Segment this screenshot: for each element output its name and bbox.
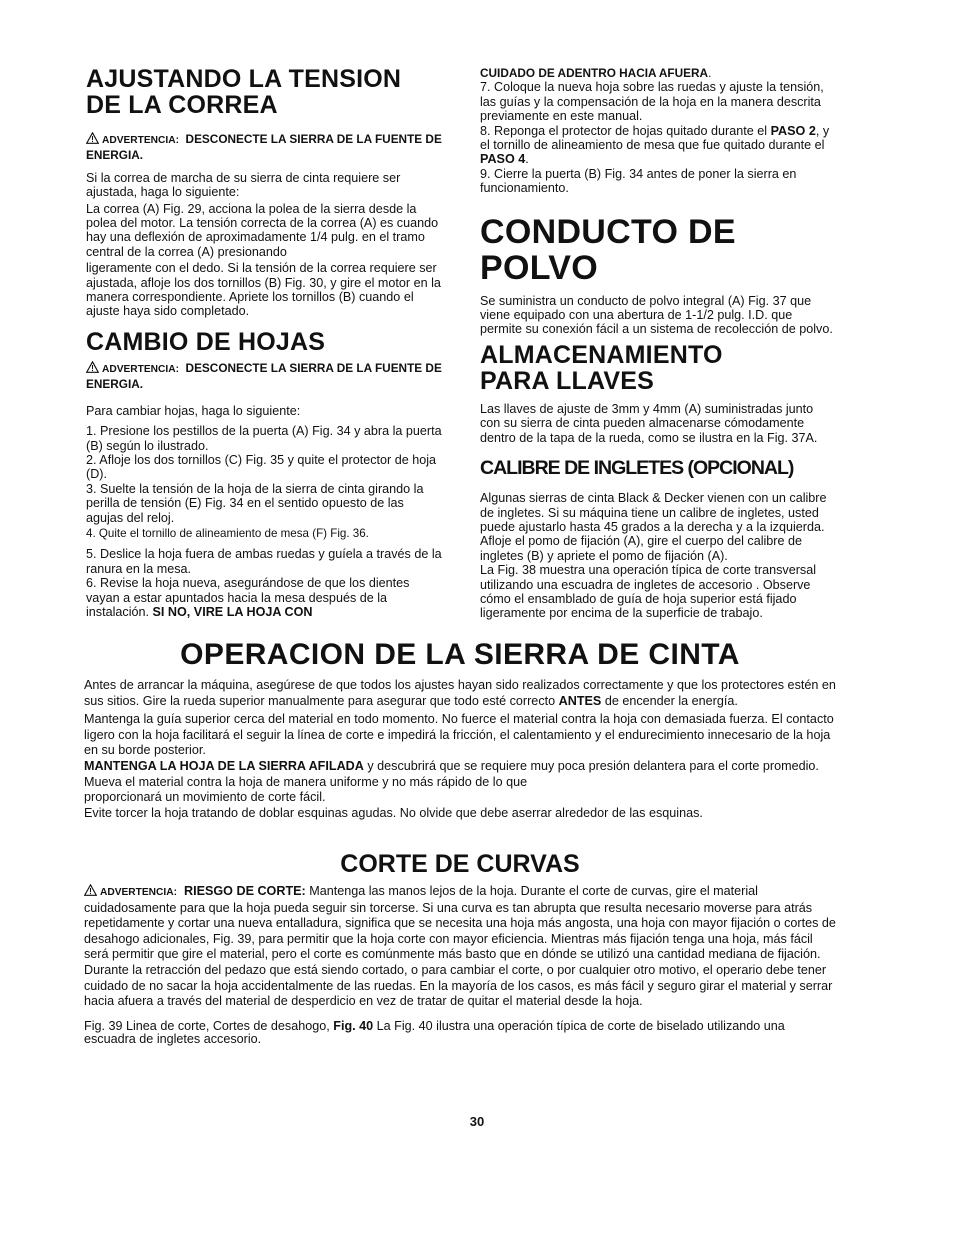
operation-paragraph-1: [84, 678, 838, 709]
tension-paragraph-3: ligeramente con el dedo. Si la tensión de la correa requiere ser ajustada, afloje los dos tornillos (B) Fig. 30, y gire el motor en la manera correspondiente. Apriete los tornillos (B) cuando el ajuste haya sido completado.: [86, 261, 441, 319]
curves-title: CORTE DE CURVAS: [340, 850, 580, 878]
page-number: 30: [469, 1114, 485, 1129]
left-column: [86, 66, 442, 619]
right-column: [480, 66, 836, 621]
operation-paragraph-3: [84, 759, 838, 806]
warning-tag: ADVERTENCIA:: [102, 135, 179, 146]
step-6-text: 6. Revise la hoja nueva, asegurándose de que los dientes vayan a estar apuntados hacia la mesa después de la instalación.: [86, 576, 410, 619]
step-8: 8. Reponga el protector de hojas quitado durante el PASO 2, y el tornillo de alineamiento de mesa que fue quitado durante el PASO 4.: [480, 123, 830, 167]
blades-warning: ADVERTENCIA: DESCONECTE LA SIERRA DE LA FUENTE DE ENERGIA.: [86, 360, 442, 392]
blades-title: CAMBIO DE HOJAS: [86, 327, 326, 356]
curves-paragraph: [84, 884, 838, 1010]
step-5: 5. Deslice la hoja fuera de ambas ruedas y guíela a través de la ranura en la mesa.: [86, 547, 442, 576]
miter-paragraph-2: La Fig. 38 muestra una operación típica de corte transversal utilizando una escuadra de ingletes de accesorio . Observe cómo el ensamblado de guía de hoja superior está fijado ligeramente por encima de la superficie de trabajo.: [480, 563, 817, 621]
miter-title: CALIBRE DE INGLETES (OPCIONAL): [480, 457, 794, 480]
tension-title: AJUSTANDO LA TENSION DE LA CORREA: [86, 65, 402, 119]
tension-warning: ADVERTENCIA: DESCONECTE LA SIERRA DE LA FUENTE DE ENERGIA.: [86, 132, 442, 163]
operation-p1-text: Antes de arrancar la máquina, asegúrese de que todos los ajustes hayan sido realizados correctamente y que los protectores estén en sus sitios. Gire la rueda superior manualmente para asegurar que todo esté correcto: [84, 678, 836, 708]
warning-text: DESCONECTE LA SIERRA DE LA FUENTE DE ENERGIA: [86, 360, 442, 392]
operation-body: [84, 678, 838, 821]
step-8-text-c: , y el tornillo de alineamiento de mesa que fue quitado durante el: [480, 123, 830, 153]
curves-fig-text: Fig. 39 Linea de corte, Cortes de desahogo,: [84, 1018, 330, 1033]
tension-paragraph-2: La correa (A) Fig. 29, acciona la polea de la sierra desde la polea del motor. La tensión correcta de la correa (A) es cuando hay una deflexión de aproximadamente 1/4 pulg. en el tramo central de la correa (A) presionando: [86, 201, 439, 259]
dust-title: CONDUCTO DE POLVO: [480, 212, 736, 287]
step-8-text-a: 8. Reponga el protector de hojas quitado durante el: [480, 123, 768, 138]
operation-paragraph-4: Evite torcer la hoja tratando de doblar esquinas agudas. No olvide que debe aserrar alrededor de las esquinas.: [84, 805, 703, 820]
careful-line: CUIDADO DE ADENTRO HACIA AFUERA.: [480, 66, 712, 80]
curves-warning-bold: RIESGO DE CORTE:: [183, 884, 306, 898]
step-8-paso-4: PASO 4: [480, 152, 526, 167]
storage-paragraph: Las llaves de ajuste de 3mm y 4mm (A) suministradas junto con su sierra de cinta pueden almacenarse cómodamente dentro de la tapa de la rueda, como se ilustra en la Fig. 37A.: [480, 401, 818, 445]
step-9: 9. Cierre la puerta (B) Fig. 34 antes de poner la sierra en funcionamiento.: [480, 166, 797, 196]
operation-title: OPERACION DE LA SIERRA DE CINTA: [180, 638, 740, 671]
operation-p3-end: proporcionará un movimiento de corte fácil.: [84, 790, 326, 805]
warning-text: DESCONECTE LA SIERRA DE LA FUENTE DE ENERGIA: [86, 132, 442, 163]
step-6-bold: SI NO, VIRE LA HOJA CON: [152, 604, 313, 619]
curves-fig-line: [84, 1020, 838, 1047]
miter-paragraph-1: Algunas sierras de cinta Black & Decker vienen con un calibre de ingletes. Si su máquina tiene un calibre de ingletes, usted puede ajustarlo hasta 45 grados a la derecha y a la izquierda. Afloje el pomo de fijación (A), gire el cuerpo del calibre de ingletes (B) y apriete el pomo de fijación (A).: [480, 491, 827, 563]
step-8-paso-2: PASO 2: [770, 123, 816, 138]
storage-title: ALMACENAMIENTO PARA LLAVES: [480, 340, 723, 395]
operation-p1-bold: ANTES: [558, 693, 602, 708]
operation-p3-bold: MANTENGA LA HOJA DE LA SIERRA AFILADA: [84, 758, 364, 773]
step-6: [86, 576, 442, 619]
tension-paragraph-1: Si la correa de marcha de su sierra de cinta requiere ser ajustada, haga lo siguiente:: [86, 170, 401, 200]
operation-p1-end: de encender la energía.: [604, 693, 738, 708]
blades-intro: Para cambiar hojas, haga lo siguiente:: [86, 403, 301, 418]
careful-bold: CUIDADO DE ADENTRO HACIA AFUERA: [480, 66, 709, 80]
curves-warning-tag: ADVERTENCIA:: [100, 887, 177, 898]
warning-tag: ADVERTENCIA:: [102, 363, 179, 375]
curves-body: [84, 884, 838, 1047]
warning-icon: [86, 132, 99, 144]
curves-text: Mantenga las manos lejos de la hoja. Durante el corte de curvas, gire el material cuidadosamente para que la hoja pueda seguir sin torcerse. Si una curva es tan abrupta que resulta necesario moverse para atrás repetidamente y cortar una nueva entalladura, significa que se necesita una hoja más angosta, una hoja con mayor fijación o cortes de desahogo adicionales, Fig. 39, para permitir que la hoja corte con mayor eficiencia. Mientras más fijación tenga una hoja, más fácil será permitir que gire el material, pero el corte es comúnmente más basto que en dónde se utilizó una cantidad mediana de fijación. Durante la retracción del pedazo que está siendo cortado, o para cambiar el corte, o por cualquier otro motivo, el operario debe tener cuidado de no sacar la hoja accidentalmente de las ruedas. En la mayoría de los casos, es más fácil y seguro girar el material y serrar hacia afuera a través del material de desperdicio en vez de tratar de quitar el material desde la hoja.: [84, 884, 836, 1009]
warning-icon: [84, 884, 97, 896]
step-2: 2. Afloje los dos tornillos (C) Fig. 35 y quite el protector de hoja (D).: [86, 452, 437, 482]
operation-p3-text: y descubrirá que se requiere muy poca presión delantera para el corte promedio. Mueva el material contra la hoja de manera uniforme y no más rápido de lo que: [84, 758, 819, 789]
dust-paragraph: Se suministra un conducto de polvo integral (A) Fig. 37 que viene equipado con una abertura de 1-1/2 pulg. I.D. que permite su conexión fácil a un sistema de recolección de polvo.: [480, 293, 833, 337]
step-1: 1. Presione los pestillos de la puerta (A) Fig. 34 y abra la puerta (B) según lo ilustrado.: [86, 424, 442, 453]
operation-paragraph-2: Mantenga la guía superior cerca del material en todo momento. No fuerce el material contra la hoja con demasiada fuerza. El contacto ligero con la hoja facilitará el seguir la línea de corte e impedirá la fricción, el calentamiento y el endurecimiento innecesario de la hoja en su borde posterior.: [84, 712, 834, 758]
step-4: 4. Quite el tornillo de alineamiento de mesa (F) Fig. 36.: [86, 526, 369, 540]
step-7: 7. Coloque la nueva hoja sobre las ruedas y ajuste la tensión, las guías y la compensación de la hoja en la manera descrita previamente en este manual.: [480, 80, 824, 124]
warning-icon: [86, 361, 99, 373]
step-3: 3. Suelte la tensión de la hoja de la sierra de cinta girando la perilla de tensión (E) Fig. 34 en el sentido opuesto de las agujas del reloj.: [86, 481, 424, 525]
curves-fig-bold: Fig. 40: [333, 1018, 374, 1033]
curves-fig-end: La Fig. 40 ilustra una operación típica de corte de biselado utilizando una escuadra de ingletes accesorio.: [84, 1018, 785, 1047]
